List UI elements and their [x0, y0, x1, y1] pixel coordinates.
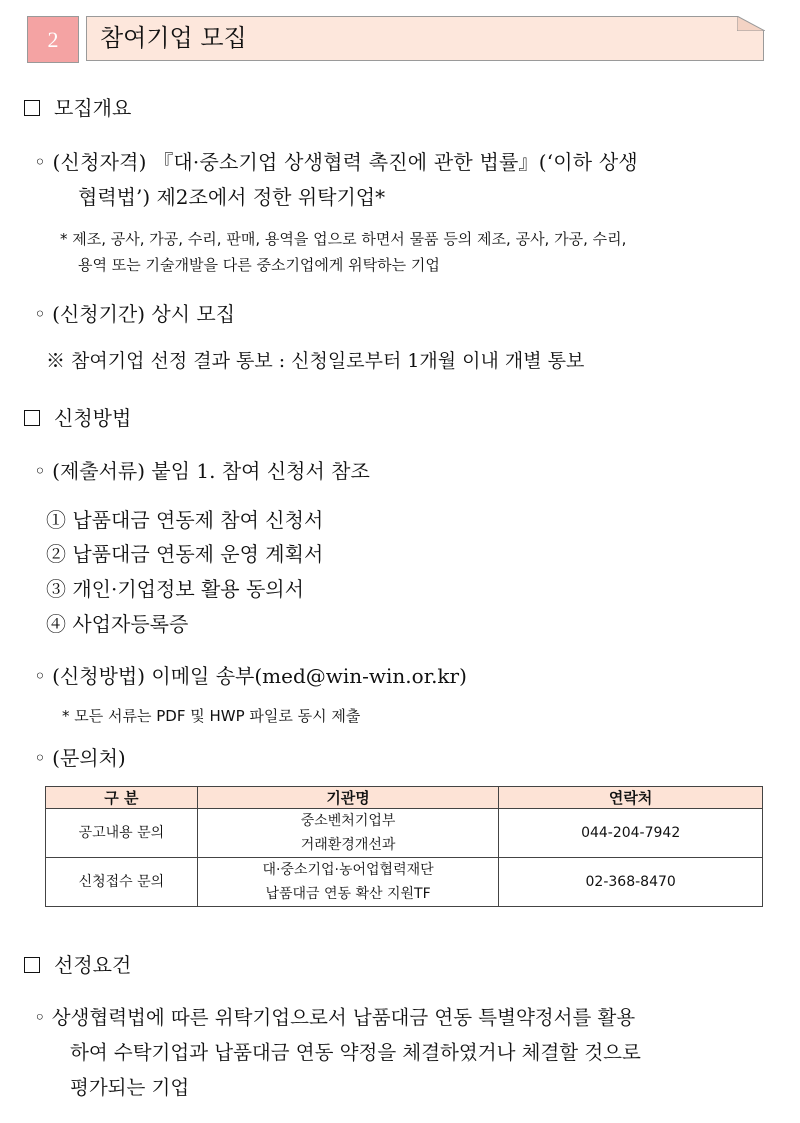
selection-line-1: ◦ 상생협력법에 따른 위탁기업으로서 납품대금 연동 특별약정서를 활용: [34, 1006, 636, 1029]
table-cell-phone: 02-368-8470: [499, 858, 763, 907]
table-cell-organization: [197, 858, 499, 907]
selection-line-3: 평가되는 기업: [70, 1076, 190, 1099]
section-heading-overview: [24, 94, 131, 122]
table-cell-organization: [197, 809, 499, 858]
section-heading-text: 모집개요: [54, 96, 132, 120]
table-cell-category: 공고내용 문의: [46, 809, 198, 858]
organization-line-2: 납품대금 연동 확산 지원TF: [265, 886, 431, 902]
contact-line: ◦ (문의처): [34, 746, 126, 770]
table-cell-category: 신청접수 문의: [46, 858, 198, 907]
table-row: [46, 858, 763, 907]
table-row: [46, 809, 763, 858]
checkbox-square-icon: [24, 957, 40, 973]
checkbox-square-icon: [24, 100, 40, 116]
qualification-line-1: ◦ (신청자격) 『대·중소기업 상생협력 촉진에 관한 법률』(‘이하 상생: [34, 150, 638, 174]
organization-line-2: 거래환경개선과: [300, 837, 396, 853]
table-header-phone: 연락처: [499, 787, 763, 809]
table-header-organization: 기관명: [197, 787, 499, 809]
qualification-line-2: 협력법’) 제2조에서 정한 위탁기업*: [78, 185, 386, 209]
submission-line: ◦ (신청방법) 이메일 송부(med@win-win.or.kr): [34, 664, 467, 688]
qualification-note-1: * 제조, 공사, 가공, 수리, 판매, 용역을 업으로 하면서 물품 등의 제조, 공사, 가공, 수리,: [60, 230, 627, 248]
table-cell-phone: 044-204-7942: [499, 809, 763, 858]
document-item-2: ② 납품대금 연동제 운영 계획서: [46, 542, 324, 566]
table-header-category: 구 분: [46, 787, 198, 809]
documents-line: ◦ (제출서류) 붙임 1. 참여 신청서 참조: [34, 459, 370, 483]
document-item-4: ④ 사업자등록증: [46, 612, 189, 636]
page-fold-icon: [737, 16, 765, 31]
section-heading-text: 선정요건: [54, 953, 132, 977]
contact-table: [45, 786, 763, 907]
qualification-note-2: 용역 또는 기술개발을 다른 중소기업에게 위탁하는 기업: [78, 256, 440, 274]
organization-line-1: 대·중소기업·농어업협력재단: [262, 862, 434, 878]
section-heading-selection: [24, 951, 131, 979]
page-title: 참여기업 모집: [100, 24, 247, 52]
period-note: ※ 참여기업 선정 결과 통보 : 신청일로부터 1개월 이내 개별 통보: [46, 350, 585, 372]
selection-line-2: 하여 수탁기업과 납품대금 연동 약정을 체결하였거나 체결할 것으로: [70, 1041, 641, 1064]
section-number-badge: 2: [27, 16, 79, 63]
section-heading-method: [24, 404, 131, 432]
organization-line-1: 중소벤처기업부: [300, 813, 396, 829]
submission-note: * 모든 서류는 PDF 및 HWP 파일로 동시 제출: [62, 707, 361, 725]
table-header-row: [46, 787, 763, 809]
document-item-1: ① 납품대금 연동제 참여 신청서: [46, 508, 324, 532]
period-line: ◦ (신청기간) 상시 모집: [34, 302, 236, 326]
section-heading-text: 신청방법: [54, 406, 132, 430]
document-item-3: ③ 개인·기업정보 활용 동의서: [46, 577, 304, 601]
checkbox-square-icon: [24, 410, 40, 426]
